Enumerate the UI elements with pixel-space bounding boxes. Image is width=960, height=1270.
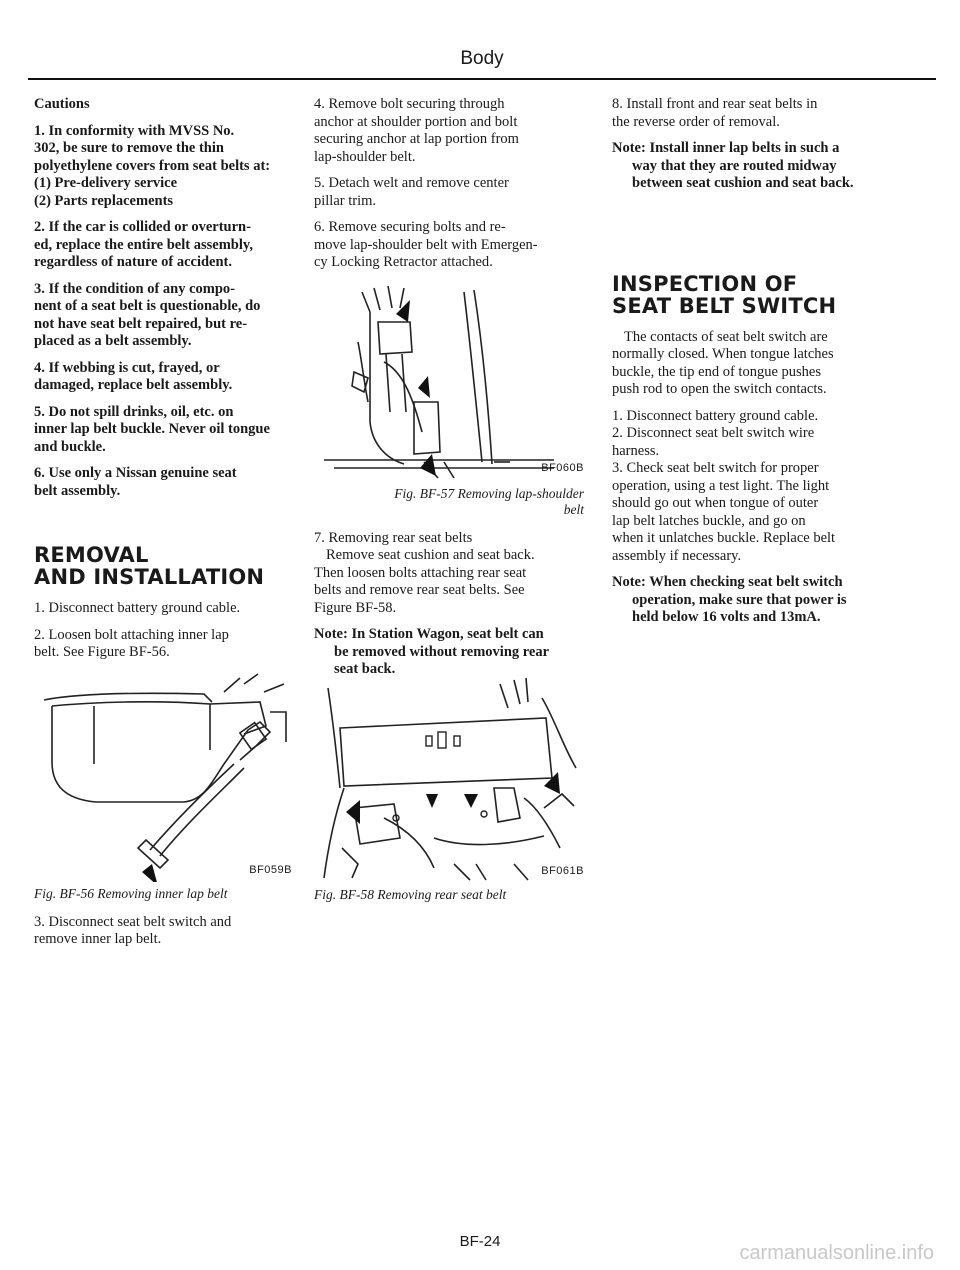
watermark: carmanualsonline.info — [739, 1242, 934, 1264]
section-heading-inspection: INSPECTION OF SEAT BELT SWITCH — [612, 271, 837, 318]
caution-1: 1. In conformity with MVSS No. 302, be sure to remove the thin polyethylene covers from seat belts at: (1) Pre-delivery service (2) Parts replacements — [34, 122, 271, 209]
step-5: 5. Detach welt and remove center pillar trim. — [314, 175, 509, 209]
figure-code: BF059B — [249, 864, 292, 876]
figure-bf58 — [314, 668, 584, 883]
rear-seat-belt-illustration — [314, 668, 584, 883]
figure-caption: Fig. BF-58 Removing rear seat belt — [314, 886, 507, 902]
page-header — [28, 44, 936, 80]
figure-caption: Fig. BF-56 Removing inner lap belt — [34, 885, 228, 901]
switch-description: The contacts of seat belt switch are normally closed. When tongue latches buckle, the tip end of tongue pushes push rod to open the switch contacts. — [612, 328, 834, 397]
step-2: 2. Loosen bolt attaching inner lap belt. See Figure BF-56. — [34, 626, 229, 660]
caution-2: 2. If the car is collided or overturn- ed, replace the entire belt assembly, regardless of nature of accident. — [34, 219, 253, 270]
figure-code: BF060B — [541, 462, 584, 474]
caution-6: 6. Use only a Nissan genuine seat belt assembly. — [34, 465, 237, 499]
cautions-title: Cautions — [34, 96, 90, 112]
arrow-icon — [396, 300, 410, 322]
caution-3: 3. If the condition of any compo- nent of a seat belt is questionable, do not have seat belt repaired, but re- placed as a belt assembly. — [34, 280, 261, 349]
step-4: 4. Remove bolt securing through anchor at shoulder portion and bolt securing anchor at lap portion from lap-shoulder belt. — [314, 96, 519, 165]
header-title: Body — [460, 48, 504, 69]
inner-lap-belt-illustration — [34, 672, 292, 882]
inspection-step-2: 2. Disconnect seat belt switch wire harness. — [612, 425, 815, 459]
figure-bf56 — [34, 672, 292, 882]
lap-shoulder-belt-illustration — [314, 282, 584, 482]
column-left — [34, 96, 292, 958]
arrow-icon — [142, 864, 158, 882]
inspection-step-3: 3. Check seat belt switch for proper operation, using a test light. The light should go out when tongue of outer lap belt latches buckle, and go on when it unlatches buckle. Replace belt assembly if necessary. — [612, 460, 836, 564]
arrow-icon — [464, 794, 478, 808]
arrow-icon — [346, 800, 360, 824]
step-7: 7. Removing rear seat belts Remove seat cushion and seat back. Then loosen bolts attaching rear seat belts and remove rear seat belts. See Figure BF-58. — [314, 529, 535, 616]
section-heading-removal: REMOVAL AND INSTALLATION — [34, 543, 265, 589]
figure-bf57 — [314, 282, 584, 482]
step-6: 6. Remove securing bolts and re- move lap-shoulder belt with Emergen- cy Locking Retractor attached. — [314, 219, 538, 270]
step-3: 3. Disconnect seat belt switch and remove inner lap belt. — [34, 913, 232, 947]
caution-5: 5. Do not spill drinks, oil, etc. on inner lap belt buckle. Never oil tongue and buckle. — [34, 403, 270, 455]
page-number: BF-24 — [459, 1233, 501, 1250]
figure-code: BF061B — [541, 865, 584, 877]
arrow-icon — [426, 794, 438, 808]
arrow-icon — [418, 376, 430, 398]
step-1: 1. Disconnect battery ground cable. — [34, 600, 241, 616]
figure-caption: Fig. BF-57 Removing lap-shoulder belt — [394, 485, 584, 517]
note-power-limit: Note: When checking seat belt switch operation, make sure that power is held below 16 volts and 13mA. — [612, 574, 847, 625]
caution-4: 4. If webbing is cut, frayed, or damaged, replace belt assembly. — [34, 359, 233, 393]
note-inner-lap-belts: Note: Install inner lap belts in such a way that they are routed midway between seat cushion and seat back. — [612, 140, 854, 191]
column-right — [612, 96, 874, 636]
column-middle — [314, 96, 584, 915]
inspection-step-1: 1. Disconnect battery ground cable. — [612, 407, 819, 424]
step-8: 8. Install front and rear seat belts in the reverse order of removal. — [612, 96, 818, 130]
note-station-wagon: Note: In Station Wagon, seat belt can be removed without removing rear seat back. — [314, 626, 550, 677]
arrow-icon — [420, 454, 436, 476]
